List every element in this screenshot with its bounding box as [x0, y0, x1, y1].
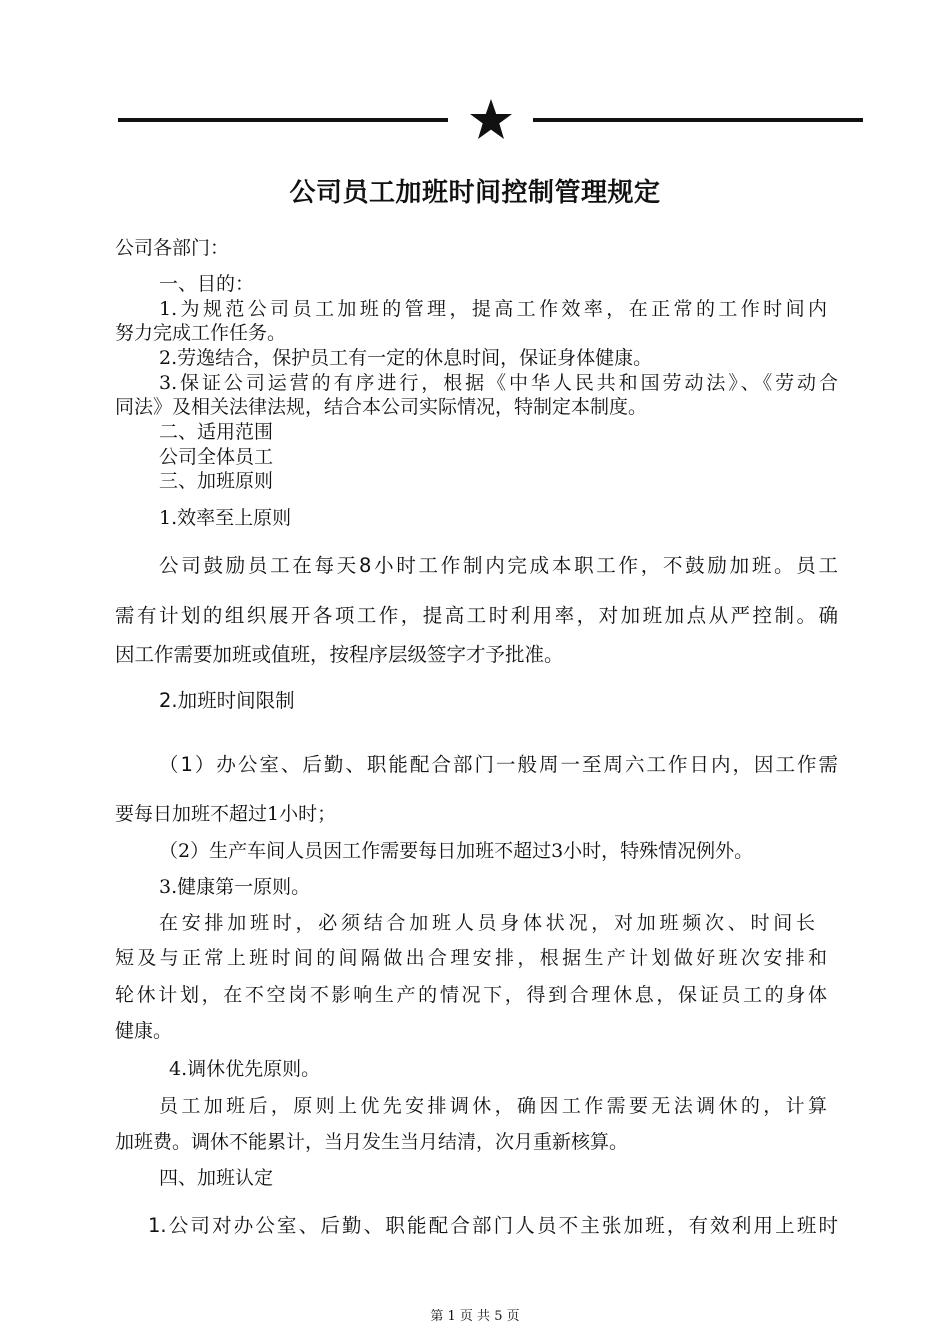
- body-line: 加班费。调休不能累计，当月发生当月结清，次月重新核算。: [115, 1131, 629, 1153]
- ornament-rule-left: [118, 118, 448, 122]
- body-line: 轮休计划，在不空岗不影响生产的情况下，得到合理休息，保证员工的身体: [115, 984, 827, 1006]
- body-line: （1）办公室、后勤、职能配合部门一般周一至周六工作日内，因工作需: [159, 753, 838, 776]
- section-heading-recognition: 四、加班认定: [159, 1167, 274, 1189]
- body-line: 在安排加班时，必须结合加班人员身体状况，对加班频次、时间长: [159, 912, 815, 934]
- subheading: 4.调休优先原则。: [169, 1058, 321, 1080]
- subheading: 3.健康第一原则。: [159, 876, 311, 898]
- star-icon: [469, 98, 513, 142]
- body-line: 3.保证公司运营的有序进行，根据《中华人民共和国劳动法》、《劳动合: [159, 372, 838, 394]
- body-line: 公司鼓励员工在每天8小时工作制内完成本职工作，不鼓励加班。员工: [159, 554, 838, 577]
- document-title: 公司员工加班时间控制管理规定: [289, 178, 661, 208]
- body-line: 健康。: [115, 1020, 173, 1042]
- section-heading-scope: 二、适用范围: [159, 421, 274, 443]
- body-line: 1.为规范公司员工加班的管理，提高工作效率，在正常的工作时间内: [159, 298, 827, 320]
- body-line: 公司全体员工: [159, 446, 274, 468]
- body-line: 要每日加班不超过1小时；: [115, 803, 337, 825]
- body-line: （2）生产车间人员因工作需要每日加班不超过3小时，特殊情况例外。: [159, 840, 754, 862]
- subheading: 2.加班时间限制: [159, 689, 295, 712]
- body-line: 同法》及相关法律法规，结合本公司实际情况，特制定本制度。: [115, 396, 648, 418]
- body-line: 因工作需要加班或值班，按程序层级签字才予批准。: [115, 643, 564, 666]
- body-line: 2.劳逸结合，保护员工有一定的休息时间，保证身体健康。: [159, 347, 653, 369]
- section-heading-purpose: 一、目的：: [159, 273, 255, 295]
- body-line: 短及与正常上班时间的间隔做出合理安排，根据生产计划做好班次安排和: [115, 947, 827, 969]
- body-line: 需有计划的组织展开各项工作，提高工时利用率，对加班加点从严控制。确: [115, 604, 838, 627]
- salutation: 公司各部门：: [115, 237, 230, 259]
- body-line: 1.公司对办公室、后勤、职能配合部门人员不主张加班，有效利用上班时: [148, 1214, 838, 1237]
- subheading: 1.效率至上原则: [159, 507, 292, 529]
- body-line: 努力完成工作任务。: [115, 322, 287, 344]
- header-ornament: [118, 98, 863, 142]
- section-heading-principles: 三、加班原则: [159, 470, 274, 492]
- body-line: 员工加班后，原则上优先安排调休，确因工作需要无法调休的，计算: [159, 1095, 827, 1117]
- ornament-rule-right: [533, 118, 863, 122]
- page-indicator: 第 1 页 共 5 页: [430, 1309, 520, 1324]
